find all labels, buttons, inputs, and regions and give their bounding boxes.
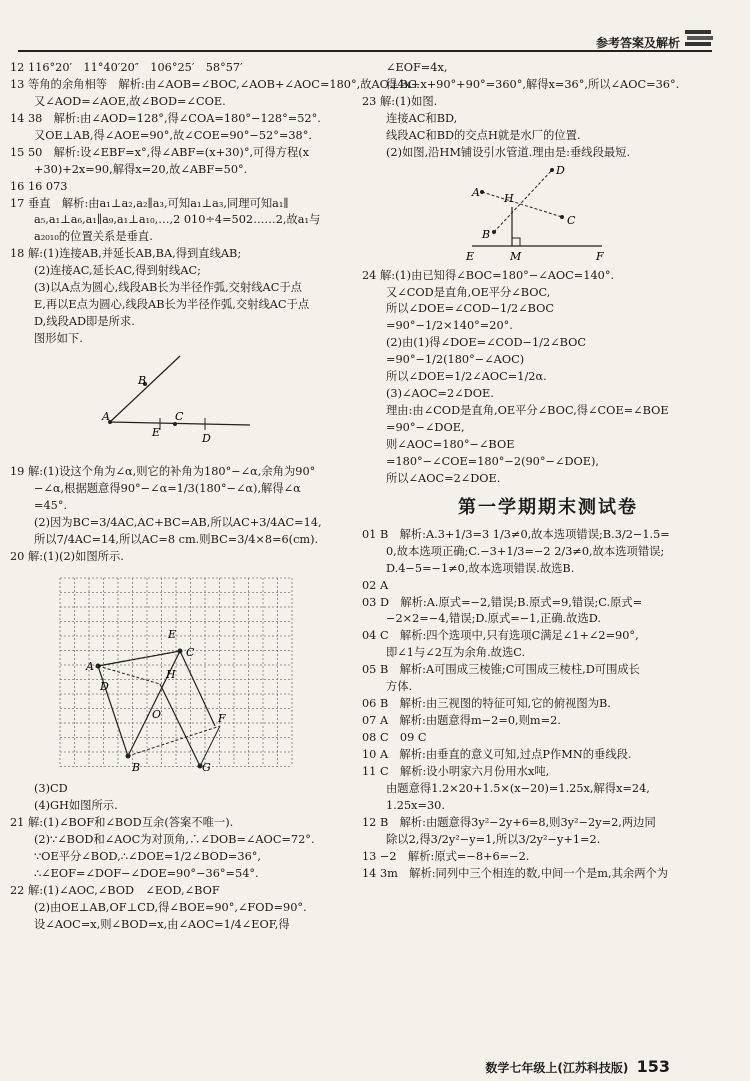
answer-line: 1.25x=30. [386, 798, 445, 812]
answer-line: 17 垂直 解析:由a₁⊥a₂,a₂∥a₃,可知a₁⊥a₃,同理可知a₁∥ [10, 196, 289, 210]
fig23-label: E [466, 249, 475, 262]
answer-line: +30)+2x=90,解得x=20,故∠ABF=50°. [34, 162, 248, 176]
answer-line: 07 A 解析:由题意得m−2=0,则m=2. [362, 714, 561, 728]
fig23-label: M [510, 249, 522, 262]
answer-line: 08 C 09 C [362, 731, 427, 744]
fig20-label: A [86, 659, 94, 673]
answer-line: −∠α,根据题意得90°−∠α=1/3(180°−∠α),解得∠α [34, 481, 301, 495]
fig20-label: E [168, 627, 177, 641]
answer-line: 图形如下. [34, 332, 83, 345]
fig20-label: F [218, 711, 226, 725]
answer-line: 11 C 解析:设小明家六月份用水x吨, [362, 764, 550, 778]
answer-line: =45°. [34, 498, 68, 512]
fig20-label: B [132, 760, 141, 774]
answer-line: 得4x+x+90°+90°=360°,解得x=36°,所以∠AOC=36°. [386, 77, 680, 91]
answer-line: 所以∠DOE=∠COD−1/2∠BOC [386, 302, 555, 316]
right-column [362, 60, 734, 882]
answer-line: ∴∠EOF=∠DOF−∠DOE=90°−36°=54°. [34, 867, 259, 881]
answer-line: 22 解:(1)∠AOC,∠BOD ∠EOD,∠BOF [10, 884, 220, 898]
answer-line: (3)以A点为圆心,线段AB长为半径作弧,交射线AC于点 [34, 281, 302, 295]
answer-line: 14 38 解析:由∠AOD=128°,得∠COA=180°−128°=52°. [10, 111, 321, 125]
answer-line: 又∠COD是直角,OE平分∠BOC, [386, 285, 551, 299]
page-header [0, 0, 750, 52]
answer-line: a₅,a₁⊥a₆,a₁∥a₉,a₁⊥a₁₀,…,2 010÷4=502……2,故a₁与 [34, 213, 321, 227]
header-title: 参考答案及解析 [595, 36, 680, 50]
answer-line: =90°−1/2×140°=20°. [386, 319, 513, 333]
fig20-label: O [152, 707, 162, 721]
answer-line: 所以7/4AC=14,所以AC=8 cm.则BC=3/4×8=6(cm). [34, 532, 319, 546]
answer-line: =90°−1/2(180°−∠AOC) [386, 353, 525, 367]
fig18-label: D [202, 431, 211, 445]
fig18-label: B [138, 373, 147, 387]
answer-line: 线段AC和BD的交点H就是水厂的位置. [386, 128, 581, 142]
answer-line: 13 等角的余角相等 解析:由∠AOB=∠BOC,∠AOB+∠AOC=180°,故AO⊥BC. [10, 77, 420, 91]
answer-line: 06 B 解析:由三视图的特征可知,它的俯视图为B. [362, 697, 611, 711]
answer-line: 即∠1与∠2互为余角.故选C. [386, 646, 526, 660]
book-stack-icon [684, 28, 714, 48]
answer-line: (2)因为BC=3/4AC,AC+BC=AB,所以AC+3/4AC=14, [34, 515, 322, 529]
answer-line: =90°−∠DOE, [386, 421, 465, 434]
answer-line: D.4−5=−1≠0,故本选项错误.故选B. [386, 561, 575, 575]
figure-20-grid [10, 566, 348, 776]
answer-line: (2)∵∠BOD和∠AOC为对顶角,∴∠DOB=∠AOC=72°. [34, 833, 315, 847]
answer-line: (3)∠AOC=2∠DOE. [386, 387, 494, 401]
answer-line: 12 116°20′ 11°40′20″ 106°25′ 58°57′ [10, 61, 243, 74]
answer-line: 所以∠DOE=1/2∠AOC=1/2α. [386, 370, 547, 384]
answer-line: (2)连接AC,延长AC,得到射线AC; [34, 264, 201, 278]
answer-line: (3)CD [34, 782, 68, 796]
answer-line: (2)如图,沿HM铺设引水管道.理由是:垂线段最短. [386, 145, 631, 159]
answer-line: 又∠AOD=∠AOE,故∠BOD=∠COE. [34, 94, 226, 108]
answer-line: 18 解:(1)连接AB,并延长AB,BA,得到直线AB; [10, 247, 242, 261]
answer-line: 连接AC和BD, [386, 111, 458, 125]
fig20-label: H [166, 667, 176, 681]
fig20-label: C [186, 645, 195, 659]
answer-line: a₂₀₁₀的位置关系是垂直. [34, 230, 153, 244]
answer-line: 则∠AOC=180°−∠BOE [386, 437, 515, 451]
answer-line: 21 解:(1)∠BOF和∠BOD互余(答案不唯一). [10, 816, 234, 830]
answer-line: 又OE⊥AB,得∠AOE=90°,故∠COE=90°−52°=38°. [34, 128, 312, 142]
footer-book: 数学七年级上(江苏科技版) [485, 1061, 629, 1075]
fig23-label: D [556, 163, 565, 177]
fig20-label: D [100, 679, 109, 693]
answer-line: −2×2=−4,错误;D.原式=−1,正确.故选D. [386, 612, 601, 626]
answer-line: (4)GH如图所示. [34, 799, 118, 813]
answer-line: ∠EOF=4x, [386, 61, 448, 74]
page-footer [485, 1055, 670, 1079]
answer-line: (2)由OE⊥AB,OF⊥CD,得∠BOE=90°,∠FOD=90°. [34, 901, 307, 914]
answer-line: 13 −2 解析:原式=−8+6=−2. [362, 849, 530, 863]
answer-line: 01 B 解析:A.3+1/3=3 1/3≠0,故本选项错误;B.3/2−1.5= [362, 527, 670, 541]
figure-18 [10, 348, 348, 458]
fig23-label: F [596, 249, 604, 262]
answer-line: 10 A 解析:由垂直的意义可知,过点P作MN的垂线段. [362, 747, 632, 761]
fig20-label: G [202, 760, 211, 774]
fig23-label: A [472, 185, 480, 199]
answer-line: 20 解:(1)(2)如图所示. [10, 549, 124, 563]
page-number: 153 [636, 1057, 670, 1076]
answer-line: 理由:由∠COD是直角,OE平分∠BOC,得∠COE=∠BOE [386, 404, 669, 418]
fig18-label: E [152, 425, 161, 439]
answer-line: 02 A [362, 578, 389, 592]
answer-line: (2)由(1)得∠DOE=∠COD−1/2∠BOC [386, 336, 587, 350]
answer-line: 03 D 解析:A.原式=−2,错误;B.原式=9,错误;C.原式= [362, 595, 643, 609]
answer-line: 方体. [386, 680, 413, 694]
answer-line: 04 C 解析:四个选项中,只有选项C满足∠1+∠2=90°, [362, 629, 639, 643]
fig23-label: C [567, 213, 576, 227]
answer-line: 除以2,得3/2y²−y=1,所以3/2y²−y+1=2. [386, 832, 601, 846]
fig23-label: B [482, 227, 491, 241]
answer-line: E,再以E点为圆心,线段AB长为半径作弧,交射线AC于点 [34, 298, 310, 312]
answer-line: 设∠AOC=x,则∠BOD=x,由∠AOC=1/4∠EOF,得 [34, 917, 290, 931]
answer-line: 16 16 073 [10, 179, 68, 193]
fig18-label: C [175, 409, 184, 423]
answer-line: 23 解:(1)如图. [362, 94, 438, 108]
answer-line: 24 解:(1)由已知得∠BOC=180°−∠AOC=140°. [362, 268, 615, 282]
answer-line: 12 B 解析:由题意得3y²−2y+6=8,则3y²−2y=2,两边同 [362, 815, 656, 829]
answer-line: 19 解:(1)设这个角为∠α,则它的补角为180°−∠α,余角为90° [10, 464, 316, 478]
answer-line: 14 3m 解析:同列中三个相连的数,中间一个是m,其余两个为 [362, 866, 669, 880]
answer-line: D,线段AD即是所求. [34, 315, 135, 329]
answer-line: ∵OE平分∠BOD,∴∠DOE=1/2∠BOD=36°, [34, 850, 262, 864]
fig23-label: H [504, 191, 514, 205]
answer-line: 0,故本选项正确;C.−3+1/3=−2 2/3≠0,故本选项错误; [386, 544, 665, 558]
answer-line: 所以∠AOC=2∠DOE. [386, 471, 501, 485]
header-rule [18, 50, 712, 52]
answer-line: 15 50 解析:设∠EBF=x°,得∠ABF=(x+30)°,可得方程(x [10, 145, 310, 159]
exam-title: 第一学期期末测试卷 [458, 496, 638, 518]
figure-23 [362, 162, 734, 262]
answer-line: 由题意得1.2×20+1.5×(x−20)=1.25x,解得x=24, [386, 781, 650, 795]
fig18-label: A [102, 409, 110, 423]
answer-line: 05 B 解析:A可围成三棱锥;C可围成三棱柱,D可围成长 [362, 663, 640, 677]
answer-line: =180°−∠COE=180°−2(90°−∠DOE), [386, 454, 600, 468]
